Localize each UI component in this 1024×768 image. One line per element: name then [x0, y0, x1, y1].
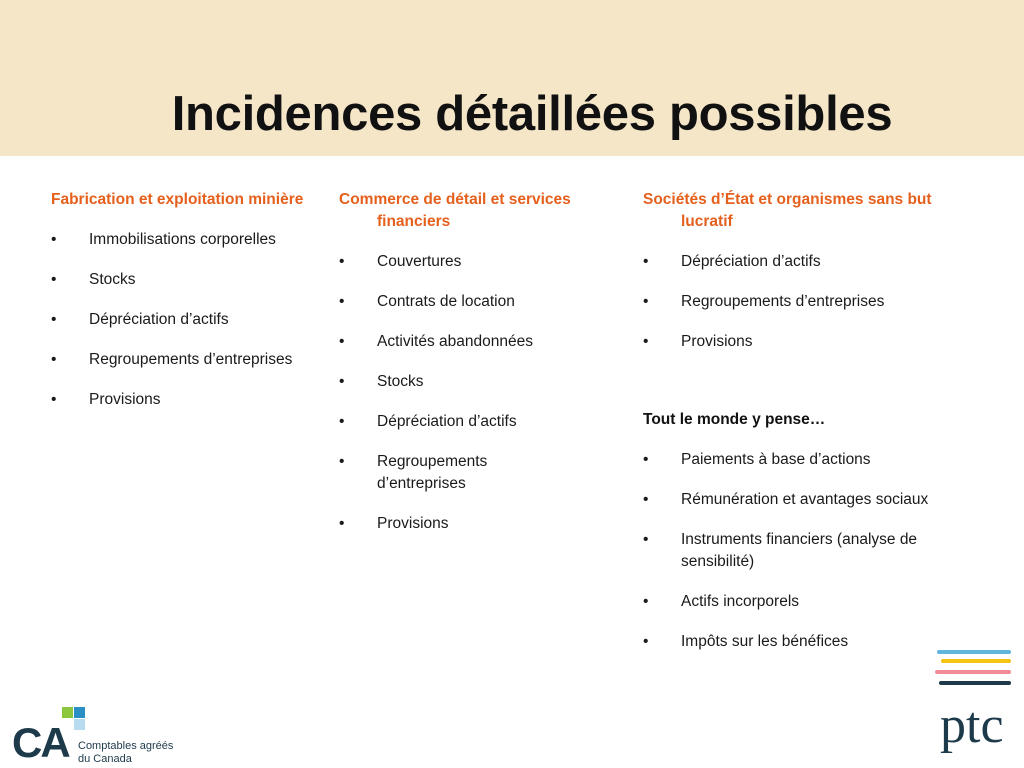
- item-text: Dépréciation d’actifs: [681, 253, 821, 270]
- item-text: Regroupements d’entreprises: [377, 453, 488, 492]
- list-item: [51, 309, 336, 331]
- bullet-mark: •: [643, 633, 649, 650]
- bullet-mark: •: [339, 293, 345, 310]
- column-heading: Fabrication et exploitation minière: [51, 191, 304, 208]
- item-text: Dépréciation d’actifs: [89, 311, 229, 328]
- item-text: Regroupements d’entreprises: [681, 293, 885, 310]
- section-heading: Tout le monde y pense…: [643, 411, 826, 428]
- bullet-mark: •: [339, 413, 345, 430]
- item-text: Rémunération et avantages sociaux: [681, 491, 929, 508]
- bullet-mark: •: [643, 333, 649, 350]
- list-item: [643, 591, 973, 613]
- item-text: Activités abandonnées: [377, 333, 533, 350]
- column-retail: [339, 189, 619, 553]
- bullet-mark: •: [51, 351, 57, 368]
- bullet-mark: •: [643, 531, 649, 548]
- bullet-mark: •: [339, 515, 345, 532]
- bullet-mark: •: [339, 453, 345, 470]
- bullet-mark: •: [51, 231, 57, 248]
- item-text: Immobilisations corporelles: [89, 231, 276, 248]
- ca-letters: CA: [12, 719, 69, 766]
- bullet-mark: •: [51, 311, 57, 328]
- bullet-mark: •: [339, 333, 345, 350]
- stripe-yellow: [941, 659, 1011, 663]
- bullet-mark: •: [51, 271, 57, 288]
- bullet-mark: •: [339, 253, 345, 270]
- item-text: Instruments financiers (analyse de sensibilité): [681, 531, 918, 570]
- item-text: Stocks: [377, 373, 424, 390]
- logo-square-lightblue: [74, 719, 85, 730]
- stripe-pink: [935, 670, 1011, 674]
- bullet-mark: •: [643, 451, 649, 468]
- ca-org-line1: Comptables agréés: [78, 740, 174, 752]
- bullet-mark: •: [643, 293, 649, 310]
- item-text: Couvertures: [377, 253, 462, 270]
- list-item: [643, 449, 973, 471]
- ca-logo: [12, 704, 192, 764]
- column-public-sector: [643, 189, 973, 671]
- list-item: [643, 331, 973, 353]
- stripe-navy: [939, 681, 1011, 685]
- list-item: [643, 489, 973, 511]
- list-item: [643, 251, 973, 273]
- item-text: Provisions: [681, 333, 753, 350]
- list-item: [339, 513, 619, 535]
- item-text: Impôts sur les bénéfices: [681, 633, 849, 650]
- item-text: Dépréciation d’actifs: [377, 413, 517, 430]
- bullet-mark: •: [51, 391, 57, 408]
- list-item: [51, 229, 336, 251]
- list-item: [51, 389, 336, 411]
- item-text: Stocks: [89, 271, 136, 288]
- ptc-logo-text: ptc: [940, 697, 1004, 754]
- ca-org-name: [78, 740, 173, 766]
- slide-title: Incidences détaillées possibles: [171, 87, 893, 141]
- column-mining: [51, 189, 336, 429]
- bullet-list: [643, 251, 973, 353]
- column-heading: Sociétés d’État et organismes sans but lucratif: [643, 191, 932, 230]
- list-item: [643, 529, 981, 573]
- bullet-list: [339, 251, 619, 535]
- ptc-logo-stripes: [935, 650, 1011, 694]
- item-text: Provisions: [89, 391, 161, 408]
- list-item: [339, 371, 619, 393]
- item-text: Contrats de location: [377, 293, 515, 310]
- bullet-list: [643, 449, 973, 653]
- bullet-mark: •: [643, 253, 649, 270]
- list-item: [643, 631, 973, 653]
- list-item: [51, 349, 336, 371]
- ca-org-line2: du Canada: [78, 753, 132, 765]
- bullet-mark: •: [643, 491, 649, 508]
- item-text: Regroupements d’entreprises: [89, 351, 293, 368]
- item-text: Provisions: [377, 515, 449, 532]
- column-heading: Commerce de détail et services financiers: [339, 191, 571, 230]
- list-item: [339, 251, 619, 273]
- bullet-mark: •: [643, 593, 649, 610]
- bullet-mark: •: [339, 373, 345, 390]
- bullet-list: [51, 229, 336, 411]
- item-text: Paiements à base d’actions: [681, 451, 871, 468]
- list-item: [339, 411, 619, 433]
- list-item: [51, 269, 336, 291]
- list-item: [339, 291, 619, 313]
- logo-square-green: [62, 707, 73, 718]
- list-item: [643, 291, 973, 313]
- item-text: Actifs incorporels: [681, 593, 800, 610]
- list-item: [339, 451, 537, 495]
- stripe-blue: [937, 650, 1011, 654]
- list-item: [339, 331, 619, 353]
- logo-square-blue: [74, 707, 85, 718]
